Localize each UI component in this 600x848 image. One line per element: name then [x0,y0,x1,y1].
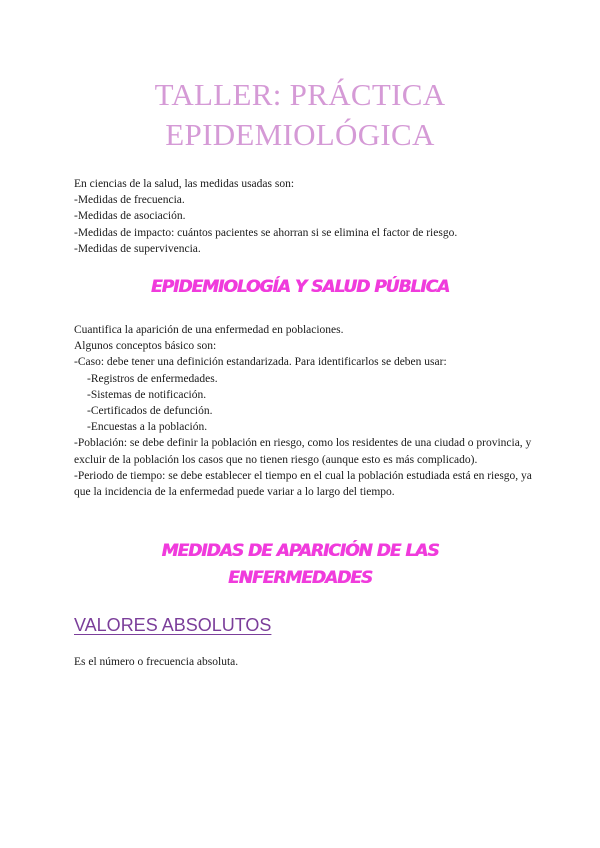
source-item: -Certificados de defunción. [87,405,213,418]
section1-line: Algunos conceptos básico son: [74,340,217,353]
section2-body [74,654,534,670]
section1-body [74,322,534,500]
page-title [0,75,600,155]
intro-line: -Medidas de impacto: cuántos pacientes se ahorran si se elimina el factor de riesgo. [74,226,458,239]
title-line-2: EPIDEMIOLÓGICA [165,117,435,152]
section1-line: Cuantifica la aparición de una enfermedad en poblaciones. [74,324,344,336]
section-heading-line-2: ENFERMEDADES [228,568,372,588]
intro-line: En ciencias de la salud, las medidas usadas son: [74,178,295,190]
source-item: -Registros de enfermedades. [87,372,218,385]
source-item: -Sistemas de notificación. [87,388,207,401]
section-heading-medidas [0,538,600,592]
section2-text: Es el número o frecuencia absoluta. [74,656,239,668]
section-heading-epidemiologia: EPIDEMIOLOGÍA Y SALUD PÚBLICA [150,277,450,297]
periodo-definition: -Periodo de tiempo: se debe establecer el tiempo en el cual la población estudiada está en riesgo, ya que la incidencia de la enfermedad puede variar a lo largo del tiempo. [74,469,532,499]
intro-paragraph [74,176,534,257]
intro-line: -Medidas de frecuencia. [74,194,185,207]
intro-line: -Medidas de supervivencia. [74,242,201,255]
source-item: -Encuestas a la población. [87,421,208,434]
subheading-valores-absolutos: VALORES ABSOLUTOS [74,615,272,635]
title-line-1: TALLER: PRÁCTICA [154,77,446,112]
caso-definition: -Caso: debe tener una definición estandarizada. Para identificarlos se deben usar: [74,356,447,369]
section-heading-line-1: MEDIDAS DE APARICIÓN DE LAS [161,541,439,561]
poblacion-definition: -Población: se debe definir la población en riesgo, como los residentes de una ciudad o provincia, y excluir de la población los casos que no tienen riesgo (aunque esto es más complicado). [74,437,532,466]
intro-line: -Medidas de asociación. [74,210,186,223]
